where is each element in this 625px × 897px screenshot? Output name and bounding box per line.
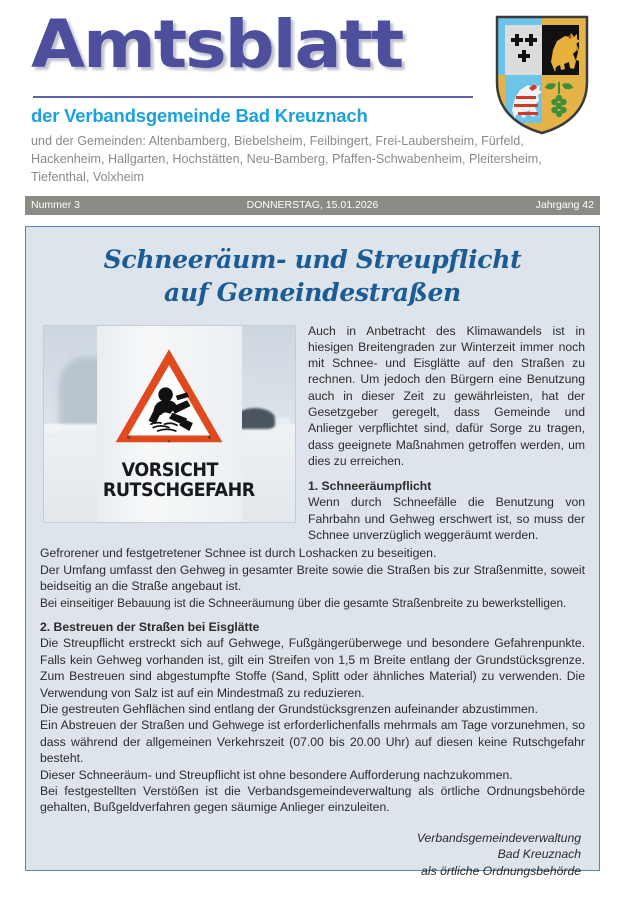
coat-of-arms-icon	[494, 14, 590, 136]
signature-line-2: Bad Kreuznach	[497, 847, 581, 862]
headline-line-1: Schneeräum- und Streupflicht	[103, 244, 522, 274]
article-panel	[25, 226, 600, 878]
article-full-text	[40, 543, 585, 816]
article-signature	[40, 830, 585, 879]
signature-line-3: als örtliche Ordnungsbehörde	[421, 863, 581, 878]
para-clearing-extent: Der Umfang umfasst den Gehweg in gesamter Breite sowie die Straßen bis zur Straßenmitte, soweit beidseitig an die Straße angebaut ist.	[40, 562, 585, 594]
warning-sign-text	[102, 458, 255, 501]
logo-underline-rule	[33, 96, 473, 98]
headline-line-2: auf Gemeindestraßen	[164, 277, 461, 307]
signature-line-1: Verbandsgemeindeverwaltung	[416, 830, 581, 845]
section1-heading: 1. Schneeräumpflicht	[308, 479, 432, 494]
issue-date: DONNERSTAG, 15.01.2026	[246, 199, 379, 212]
section2-body: Die Streupflicht erstreckt sich auf Gehwege, Fußgängerüberwege und besondere Gefahrenpunkte. Falls kein Gehweg vorhanden ist, gilt ein Streifen von 1,5 m Breite entlang der Grundstücksgrenze. Zum Bestreuen sind abgestumpfte Stoffe (Sand, Splitt oder ähnliches Material) zu verwenden. Die Verwendung von Salz ist auf ein Mindestmaß zu reduzieren.	[40, 636, 585, 700]
municipalities-line-2: Hackenheim, Hallgarten, Hochstätten, Neu-Bamberg, Pfaffen-Schwabenheim, Pleitersheim,	[31, 151, 542, 166]
para-one-sided-development: Bei einseitiger Bebauung ist die Schneeräumung über die gesamte Straßenbreite zu bewerkstelligen.	[40, 595, 567, 610]
masthead	[0, 0, 625, 187]
article-photo	[43, 325, 296, 523]
sign-text-line-1: VORSICHT	[121, 458, 218, 481]
section1-body: Wenn durch Schneefälle die Benutzung von Fahrbahn und Gehweg erschwert ist, so muss der Schnee unverzüglich weggeräumt werden.	[308, 495, 585, 542]
municipalities-line-3: Tiefenthal, Volxheim	[31, 169, 144, 184]
article-column-text	[308, 323, 585, 544]
para-repeat-gritting: Ein Abstreuen der Straßen und Gehwege ist erforderlichenfalls mehrmals am Tage vorzunehmen, so dass während der allgemeinen Verkehrszeit (07.00 bis 20.00 Uhr) auf diesen keine Rutschgefahr besteht.	[40, 718, 585, 766]
article-intro: Auch in Anbetracht des Klimawandels ist in hiesigen Breitengraden zur Winterzeit immer noch mit Schnee- und Eisglätte auf den Straßen zu rechnen. Um jedoch den Bürgern eine Benutzung auch in dieser Zeit zu gewährleisten, hat der Gesetzgeber geregelt, dass Gemeinde und Anlieger verpflichtet sind, dafür Sorge zu tragen, dass geeignete Maßnahmen getroffen werden, um dies zu erreichen.	[308, 323, 585, 468]
section2-heading: 2. Bestreuen der Straßen bei Eisglätte	[40, 619, 260, 634]
slip-hazard-triangle-icon	[113, 335, 227, 457]
para-gritted-areas: Die gestreuten Gehflächen sind entlang der Grundstücksgrenzen aufeinander abzustimmen.	[40, 701, 538, 716]
para-frozen-snow: Gefrorener und festgetretener Schnee ist durch Loshacken zu beseitigen.	[40, 546, 437, 561]
municipalities-line-1: und der Gemeinden: Altenbamberg, Biebelsheim, Feilbingert, Frei-Laubersheim, Fürfeld,	[31, 134, 524, 148]
sign-text-line-2: RUTSCHGEFAHR	[102, 478, 255, 501]
masthead-municipalities	[25, 133, 600, 187]
issue-info-bar	[25, 196, 600, 215]
para-violations: Bei festgestellten Verstößen ist die Verbandsgemeindeverwaltung als örtliche Ordnungsbehörde gehalten, Bußgeldverfahren gegen säumige Anlieger einzuleiten.	[40, 783, 585, 815]
article-headline	[40, 243, 585, 309]
issue-number: Nummer 3	[31, 199, 81, 212]
masthead-subtitle: der Verbandsgemeinde Bad Kreuznach	[31, 105, 368, 126]
issue-volume: Jahrgang 42	[535, 199, 594, 212]
para-no-request-needed: Dieser Schneeräum- und Streupflicht ist ohne besondere Aufforderung nachzukommen.	[40, 767, 513, 782]
warning-sign-board	[97, 326, 255, 522]
masthead-logo-row	[25, 0, 600, 108]
amtsblatt-logo: Amtsblatt	[31, 6, 403, 83]
